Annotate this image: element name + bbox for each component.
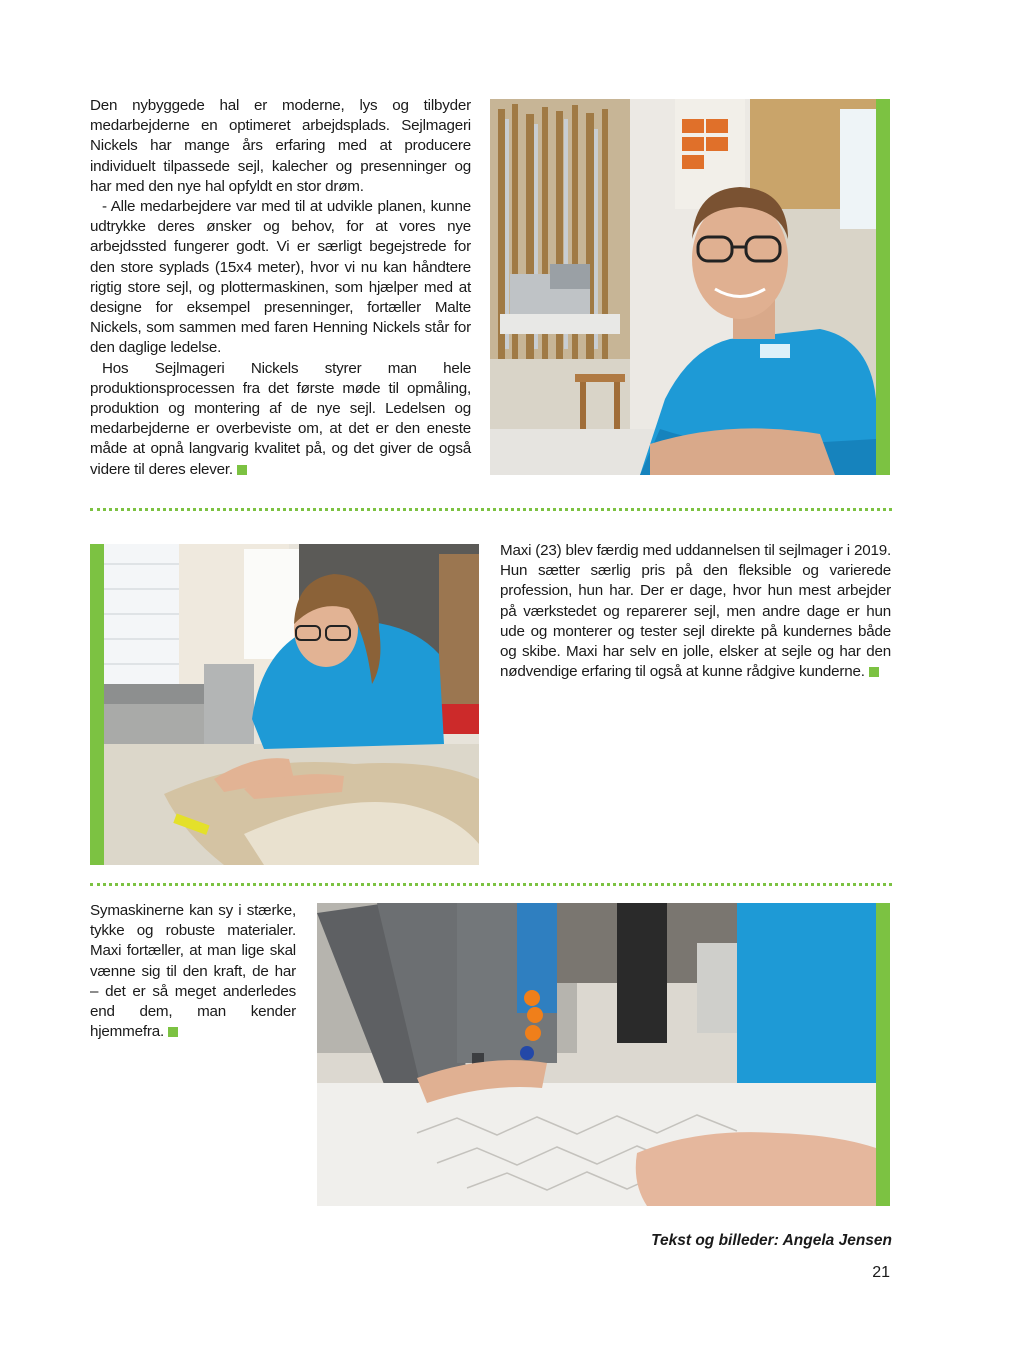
dotted-divider (90, 883, 892, 886)
dotted-divider (90, 508, 892, 511)
photo-malte-nickels (490, 99, 876, 475)
photo-sewing-machine-closeup (317, 903, 876, 1206)
green-accent-bar (876, 99, 890, 475)
green-accent-bar (90, 544, 104, 865)
caption-maxi (500, 541, 891, 682)
photo-credit: Tekst og billeder: Angela Jensen (651, 1232, 892, 1249)
caption-machines-text: Symaskinerne kan sy i stærke, tykke og robuste materialer. Maxi fortæller, at man lige skal vænne sig til den kraft, de har – det er så meget anderledes end dem, man kender hjemmefra. (90, 902, 296, 1041)
end-mark (237, 465, 247, 475)
article-text (90, 96, 471, 480)
article-paragraph-2: - Alle medarbejdere var med til at udvikle planen, kunne udtrykke deres ønsker og behov, for at vores nye arbejdssted fungerer godt. Vi er særligt begejstrede for den store syplads (15x4 meter), hvor vi nu kan håndtere rigtig store sejl, og plottermaskinen, som hjælper med at designe for eksempel presenninger, fortæller Malte Nickels, som sammen med faren Henning Nickels står for den daglige ledelse. (90, 198, 471, 357)
caption-maxi-text: Maxi (23) blev færdig med uddannelsen til sejlmager i 2019. Hun sætter særlig pris på den fleksible og varierede profession, hun har. Der er dage, hvor hun mest arbejder på værkstedet og reparerer sejl, men andre dage er hun ude og monterer og tester sejl direkte på kundernes både og skibe. Maxi har selv en jolle, elsker at sejle og har den nødvendige erfaring til også at kunne rådgive kunderne. (500, 542, 891, 681)
green-accent-bar (876, 903, 890, 1206)
caption-machines (90, 901, 296, 1042)
article-paragraph-3: Hos Sejlmageri Nickels styrer man hele produktionsprocessen fra det første møde til opmåling, produktion og montering af de nye sejl. Ledelsen og medarbejderne er overbeviste om, at det er den eneste måde at opnå langvarig kvalitet på, og det giver de også videre til deres elever. (90, 359, 471, 478)
photo-maxi-sewing (104, 544, 479, 865)
article-paragraph-1: Den nybyggede hal er moderne, lys og tilbyder medarbejderne en optimeret arbejdsplads. Sejlmageri Nickels har mange års erfaring med at producere individuelt tilpassede sejl, kalecher og presenninger og har med den nye hal opfyldt en stor drøm. (90, 97, 471, 195)
page-number: 21 (872, 1264, 890, 1281)
end-mark (869, 667, 879, 677)
end-mark (168, 1027, 178, 1037)
